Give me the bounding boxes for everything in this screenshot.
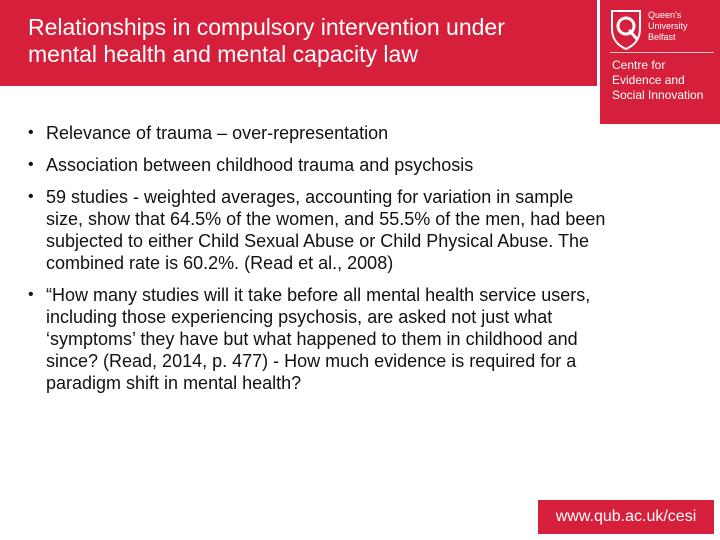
bullet-item	[28, 154, 608, 176]
bullet-text: Relevance of trauma – over-representation	[46, 123, 389, 143]
bullet-item	[28, 284, 608, 394]
bullet-item	[28, 186, 608, 274]
bullet-text: Association between childhood trauma and psychosis	[46, 155, 474, 175]
bullet-list	[28, 122, 608, 404]
university-crest-icon	[608, 7, 644, 51]
slide-title: Relationships in compulsory intervention under mental health and mental capacity law	[28, 14, 505, 67]
brand-block	[600, 0, 720, 124]
bullet-text: 59 studies - weighted averages, accounting for variation in sample size, show that 64.5% of the women, and 55.5% of the men, had been subjected to either Child Sexual Abuse or Child Physical Abuse. The combined rate is 60.2%. (Read et al., 2008)	[46, 187, 606, 273]
bullet-icon: •	[28, 286, 34, 303]
bullet-icon: •	[28, 188, 34, 205]
brand-divider	[610, 52, 714, 53]
bullet-icon: •	[28, 156, 34, 173]
centre-name: Centre for Evidence and Social Innovation	[612, 58, 704, 102]
footer-url-link[interactable]: www.qub.ac.uk/cesi	[538, 500, 714, 534]
bullet-text: “How many studies will it take before all mental health service users, including those experiencing psychosis, are asked not just what ‘symptoms’ they have but what happened to them in childhood and since? (Read, 2014, p. 477) - How much evidence is required for a paradigm shift in mental health?	[46, 285, 591, 393]
university-name: Queen's University Belfast	[648, 10, 688, 42]
bullet-icon: •	[28, 124, 34, 141]
title-banner	[0, 0, 597, 86]
bullet-item	[28, 122, 608, 144]
